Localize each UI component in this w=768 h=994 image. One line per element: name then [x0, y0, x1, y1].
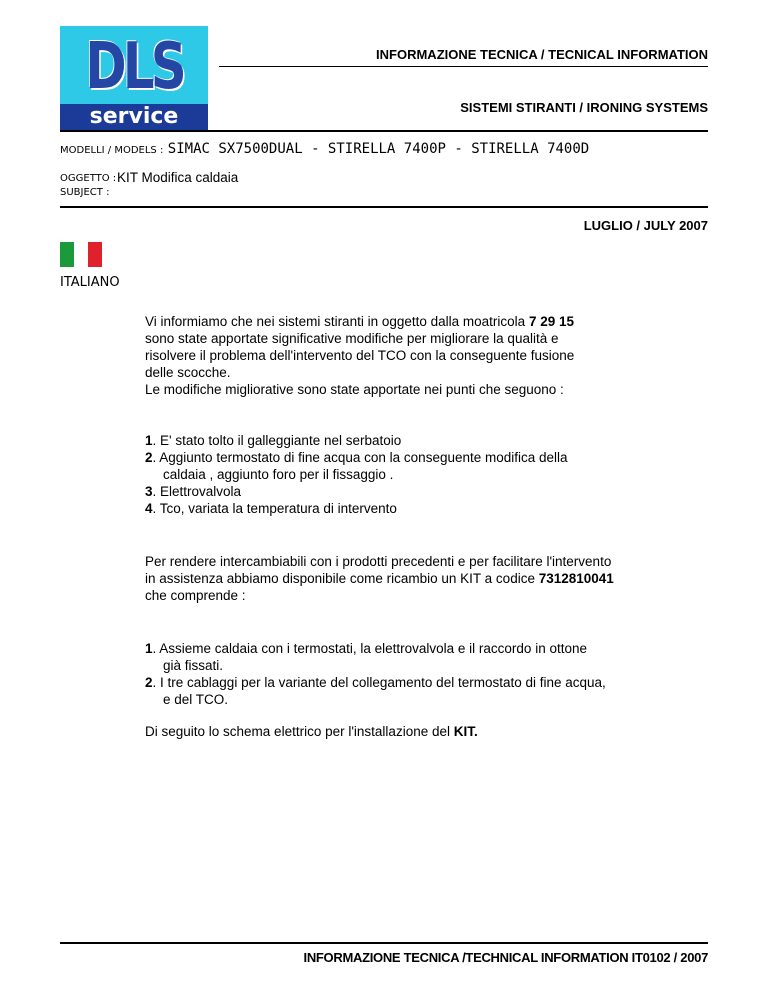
language-label: ITALIANO	[60, 275, 120, 290]
document-date: LUGLIO / JULY 2007	[583, 218, 708, 233]
intro-text: Vi informiamo che nei sistemi stiranti in oggetto dalla moatricola	[145, 314, 526, 329]
models-value: SIMAC SX7500DUAL - STIRELLA 7400P - STIRELLA 7400D	[167, 141, 590, 157]
kit-line: che comprende :	[145, 588, 246, 603]
list-item	[145, 640, 720, 657]
dls-service-logo	[60, 26, 208, 130]
flag-stripe-green	[60, 242, 74, 267]
list-number: 1	[145, 641, 153, 656]
list-number: 1	[145, 433, 153, 448]
list-item	[145, 674, 720, 691]
list-number: 4	[145, 501, 153, 516]
list-number: 3	[145, 484, 153, 499]
kit-line: Per rendere intercambiabili con i prodotti precedenti e per facilitare l'intervento	[145, 554, 612, 569]
subject-label-en: SUBJECT :	[60, 187, 110, 198]
list-text: . Aggiunto termostato di fine acqua con la conseguente modifica della	[152, 450, 568, 465]
models-line	[60, 140, 589, 158]
subject-label-it: OGGETTO :	[60, 173, 117, 184]
list-text: . Elettrovalvola	[152, 484, 242, 499]
intro-paragraph	[145, 313, 715, 398]
kit-line	[145, 570, 720, 587]
changes-list	[145, 432, 715, 517]
list-item	[145, 483, 715, 500]
list-number: 2	[145, 675, 153, 690]
list-item-continuation: caldaia , aggiunto foro per il fissaggio .	[163, 467, 394, 482]
flag-stripe-red	[88, 242, 102, 267]
list-text: . I tre cablaggi per la variante del collegamento del termostato di fine acqua,	[152, 675, 606, 690]
intro-line: sono state apportate significative modifiche per migliorare la qualità e	[145, 331, 559, 346]
subject-value: KIT Modifica caldaia	[117, 170, 239, 185]
document-title: INFORMAZIONE TECNICA / TECNICAL INFORMATION	[376, 47, 708, 62]
flag-stripe-white	[74, 242, 88, 267]
intro-line: risolvere il problema dell'intervento del TCO con la conseguente fusione	[145, 348, 575, 363]
logo-text-dls: DLS	[85, 30, 183, 104]
list-text: . Assieme caldaia con i termostati, la elettrovalvola e il raccordo in ottone	[152, 641, 587, 656]
list-item	[145, 500, 715, 517]
closing-text-line	[145, 723, 720, 740]
italian-flag-icon	[60, 242, 102, 267]
footer-text: INFORMAZIONE TECNICA /TECHNICAL INFORMATION IT0102 / 2007	[303, 950, 708, 965]
intro-line: delle scocche.	[145, 365, 231, 380]
kit-code: 7312810041	[538, 571, 614, 586]
list-item-continuation: e del TCO.	[163, 692, 229, 707]
subject-divider	[60, 206, 708, 208]
list-number: 2	[145, 450, 153, 465]
intro-line	[145, 313, 715, 330]
kit-text: in assistenza abbiamo disponibile come ricambio un KIT a codice	[145, 571, 535, 586]
title-underline	[219, 66, 708, 67]
closing-line	[145, 723, 720, 740]
list-item	[145, 449, 715, 466]
closing-kit: KIT.	[453, 724, 478, 739]
serial-number: 7 29 15	[528, 314, 574, 329]
footer-divider	[60, 942, 708, 944]
logo-text-service: service	[60, 104, 208, 130]
list-text: . Tco, variata la temperatura di intervento	[152, 501, 397, 516]
list-text: . E' stato tolto il galleggiante nel serbatoio	[152, 433, 402, 448]
list-item	[145, 432, 715, 449]
models-label: MODELLI / MODELS :	[60, 145, 164, 156]
kit-paragraph	[145, 553, 720, 604]
closing-text: Di seguito lo schema elettrico per l'installazione del	[145, 724, 454, 739]
kit-contents-list	[145, 640, 720, 708]
list-item-continuation: già fissati.	[163, 658, 224, 673]
header-divider	[60, 130, 708, 132]
intro-line: Le modifiche migliorative sono state apportate nei punti che seguono :	[145, 382, 564, 397]
document-subtitle: SISTEMI STIRANTI / IRONING SYSTEMS	[460, 100, 708, 115]
